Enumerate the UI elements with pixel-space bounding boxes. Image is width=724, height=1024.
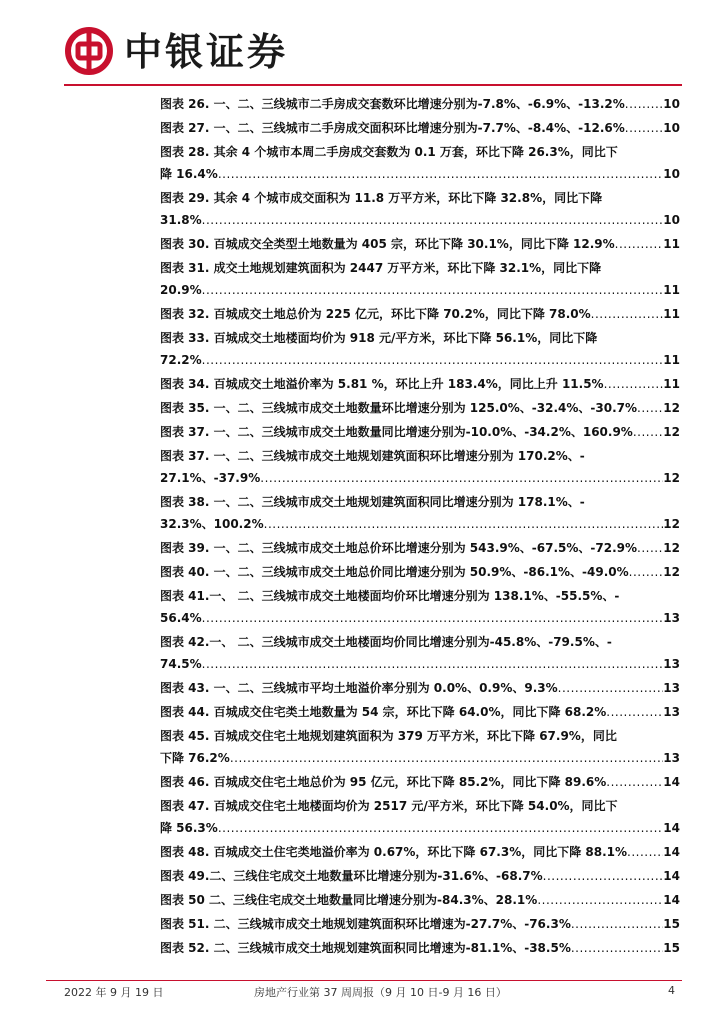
- toc-entry-text: 图表 28. 其余 4 个城市本周二手房成交套数为 0.1 万套，环比下降 26.3%，同比下: [160, 145, 618, 159]
- toc-leader-dots: [637, 537, 663, 559]
- toc-leader-dots: [202, 209, 664, 231]
- toc-leader-dots: [625, 117, 664, 139]
- toc-page-number: 11: [663, 307, 680, 321]
- toc-entry-text: 图表 27. 一、二、三线城市二手房成交面积环比增速分别为-7.7%、-8.4%、-12.6%: [160, 121, 625, 135]
- toc-entry-text: 图表 40. 一、二、三线城市成交土地总价同比增速分别为 50.9%、-86.1%、-49.0%: [160, 565, 629, 579]
- toc-leader-dots: [218, 163, 663, 185]
- toc-page-number: 11: [663, 237, 680, 251]
- toc-entry-text: 降 56.3%: [160, 821, 218, 835]
- toc-leader-dots: [202, 607, 664, 629]
- footer-page-number: 4: [668, 984, 675, 997]
- toc-entry-text: 27.1%、-37.9%: [160, 471, 261, 485]
- toc-entry[interactable]: [160, 421, 680, 443]
- toc-leader-dots: [615, 233, 664, 255]
- toc-entry-text: 31.8%: [160, 213, 202, 227]
- toc-leader-dots: [571, 937, 663, 959]
- toc-entry[interactable]: [160, 491, 680, 535]
- toc-leader-dots: [537, 889, 663, 911]
- toc-leader-dots: [604, 373, 664, 395]
- toc-entry[interactable]: [160, 725, 680, 769]
- table-of-figures: [160, 93, 680, 961]
- toc-page-number: 11: [663, 283, 680, 297]
- toc-leader-dots: [629, 561, 664, 583]
- toc-entry-text: 图表 41.一、 二、三线城市成交土地楼面均价环比增速分别为 138.1%、-55.5%、-: [160, 589, 620, 603]
- toc-entry-text: 下降 76.2%: [160, 751, 230, 765]
- toc-page-number: 13: [663, 681, 680, 695]
- toc-entry-text: 图表 52. 二、三线城市成交土地规划建筑面积同比增速为-81.1%、-38.5%: [160, 941, 571, 955]
- toc-leader-dots: [591, 303, 664, 325]
- toc-entry-text: 图表 37. 一、二、三线城市成交土地规划建筑面积环比增速分别为 170.2%、-: [160, 449, 585, 463]
- toc-leader-dots: [260, 467, 663, 489]
- toc-entry[interactable]: [160, 327, 680, 371]
- toc-entry[interactable]: [160, 795, 680, 839]
- toc-entry[interactable]: [160, 537, 680, 559]
- toc-entry-text: 图表 32. 百城成交土地总价为 225 亿元，环比下降 70.2%，同比下降 78.0%: [160, 307, 591, 321]
- toc-entry-text: 图表 42.一、 二、三线城市成交土地楼面均价同比增速分别为-45.8%、-79.5%、-: [160, 635, 612, 649]
- toc-entry-text: 图表 47. 百城成交住宅土地楼面均价为 2517 元/平方米，环比下降 54.0%，同比下: [160, 799, 618, 813]
- toc-entry-text: 图表 31. 成交土地规划建筑面积为 2447 万平方米，环比下降 32.1%，同比下降: [160, 261, 602, 275]
- toc-entry-text: 图表 46. 百城成交住宅土地总价为 95 亿元，环比下降 85.2%，同比下降 89.6%: [160, 775, 607, 789]
- toc-leader-dots: [202, 349, 664, 371]
- toc-entry[interactable]: [160, 561, 680, 583]
- toc-entry[interactable]: [160, 771, 680, 793]
- toc-leader-dots: [571, 913, 663, 935]
- footer-report-title: 房地产行业第 37 周周报（9 月 10 日-9 月 16 日）: [254, 986, 507, 999]
- toc-page-number: 12: [663, 425, 680, 439]
- toc-leader-dots: [202, 653, 664, 675]
- toc-entry-text: 降 16.4%: [160, 167, 218, 181]
- toc-page-number: 12: [663, 517, 680, 531]
- toc-page-number: 10: [663, 121, 680, 135]
- toc-entry-text: 20.9%: [160, 283, 202, 297]
- toc-page-number: 14: [663, 893, 680, 907]
- toc-entry-text: 图表 29. 其余 4 个城市成交面积为 11.8 万平方米，环比下降 32.8%，同比下降: [160, 191, 603, 205]
- toc-page-number: 12: [663, 471, 680, 485]
- footer-date: 2022 年 9 月 19 日: [64, 986, 164, 999]
- toc-entry-text: 图表 30. 百城成交全类型土地数量为 405 宗，环比下降 30.1%，同比下降 12.9%: [160, 237, 615, 251]
- toc-page-number: 15: [663, 917, 680, 931]
- toc-page-number: 10: [663, 167, 680, 181]
- toc-entry[interactable]: [160, 701, 680, 723]
- toc-entry[interactable]: [160, 93, 680, 115]
- toc-entry[interactable]: [160, 257, 680, 301]
- toc-entry-text: 图表 35. 一、二、三线城市成交土地数量环比增速分别为 125.0%、-32.4%、-30.7%: [160, 401, 637, 415]
- toc-entry[interactable]: [160, 373, 680, 395]
- toc-page-number: 14: [663, 821, 680, 835]
- toc-page-number: 12: [663, 541, 680, 555]
- toc-page-number: 13: [663, 705, 680, 719]
- toc-leader-dots: [543, 865, 664, 887]
- toc-leader-dots: [606, 701, 663, 723]
- toc-leader-dots: [230, 747, 663, 769]
- toc-entry-text: 图表 49.二、三线住宅成交土地数量环比增速分别为-31.6%、-68.7%: [160, 869, 543, 883]
- toc-page-number: 12: [663, 565, 680, 579]
- toc-entry[interactable]: [160, 445, 680, 489]
- toc-leader-dots: [637, 397, 663, 419]
- toc-entry[interactable]: [160, 187, 680, 231]
- brand-name: 中银证券: [124, 29, 289, 74]
- toc-entry[interactable]: [160, 117, 680, 139]
- toc-page-number: 15: [663, 941, 680, 955]
- toc-entry-text: 图表 45. 百城成交住宅土地规划建筑面积为 379 万平方米，环比下降 67.9%，同比: [160, 729, 617, 743]
- toc-page-number: 13: [663, 751, 680, 765]
- toc-entry[interactable]: [160, 585, 680, 629]
- toc-entry-text: 图表 51. 二、三线城市成交土地规划建筑面积环比增速为-27.7%、-76.3%: [160, 917, 571, 931]
- toc-page-number: 11: [663, 377, 680, 391]
- toc-entry[interactable]: [160, 141, 680, 185]
- toc-page-number: 14: [663, 869, 680, 883]
- toc-entry-text: 56.4%: [160, 611, 202, 625]
- toc-leader-dots: [558, 677, 664, 699]
- toc-page-number: 11: [663, 353, 680, 367]
- toc-entry-text: 图表 43. 一、二、三线城市平均土地溢价率分别为 0.0%、0.9%、9.3%: [160, 681, 558, 695]
- toc-entry-text: 图表 37. 一、二、三线城市成交土地数量同比增速分别为-10.0%、-34.2%、160.9%: [160, 425, 633, 439]
- toc-entry-text: 图表 50 二、三线住宅成交土地数量同比增速分别为-84.3%、28.1%: [160, 893, 538, 907]
- toc-page-number: 10: [663, 213, 680, 227]
- toc-entry[interactable]: [160, 233, 680, 255]
- toc-entry[interactable]: [160, 677, 680, 699]
- toc-leader-dots: [264, 513, 664, 535]
- footer-divider: [46, 980, 682, 981]
- toc-entry-text: 图表 39. 一、二、三线城市成交土地总价环比增速分别为 543.9%、-67.5%、-72.9%: [160, 541, 637, 555]
- toc-page-number: 12: [663, 401, 680, 415]
- toc-entry[interactable]: [160, 303, 680, 325]
- toc-leader-dots: [625, 93, 664, 115]
- toc-page-number: 13: [663, 657, 680, 671]
- toc-leader-dots: [627, 841, 663, 863]
- toc-leader-dots: [606, 771, 663, 793]
- toc-leader-dots: [218, 817, 663, 839]
- toc-entry-text: 图表 33. 百城成交土地楼面均价为 918 元/平方米，环比下降 56.1%，同比下降: [160, 331, 598, 345]
- toc-entry-text: 图表 44. 百城成交住宅类土地数量为 54 宗，环比下降 64.0%，同比下降 68.2%: [160, 705, 607, 719]
- toc-entry[interactable]: [160, 397, 680, 419]
- toc-leader-dots: [202, 279, 664, 301]
- toc-page-number: 13: [663, 611, 680, 625]
- toc-entry-text: 72.2%: [160, 353, 202, 367]
- toc-entry-text: 74.5%: [160, 657, 202, 671]
- toc-leader-dots: [633, 421, 663, 443]
- toc-entry[interactable]: [160, 631, 680, 675]
- toc-page-number: 10: [663, 97, 680, 111]
- toc-page-number: 14: [663, 775, 680, 789]
- toc-entry-text: 图表 26. 一、二、三线城市二手房成交套数环比增速分别为-7.8%、-6.9%、-13.2%: [160, 97, 625, 111]
- toc-entry[interactable]: [160, 913, 680, 935]
- toc-page-number: 14: [663, 845, 680, 859]
- toc-entry-text: 32.3%、100.2%: [160, 517, 264, 531]
- toc-entry-text: 图表 34. 百城成交土地溢价率为 5.81 %，环比上升 183.4%，同比上升 11.5%: [160, 377, 604, 391]
- toc-entry-text: 图表 38. 一、二、三线城市成交土地规划建筑面积同比增速分别为 178.1%、-: [160, 495, 585, 509]
- header-divider: [64, 84, 682, 86]
- toc-entry[interactable]: [160, 889, 680, 911]
- bank-of-china-logo-icon: [64, 26, 114, 76]
- toc-entry[interactable]: [160, 937, 680, 959]
- toc-entry-text: 图表 48. 百城成交土住宅类地溢价率为 0.67%，环比下降 67.3%，同比下降 88.1%: [160, 845, 628, 859]
- toc-entry[interactable]: [160, 841, 680, 863]
- toc-entry[interactable]: [160, 865, 680, 887]
